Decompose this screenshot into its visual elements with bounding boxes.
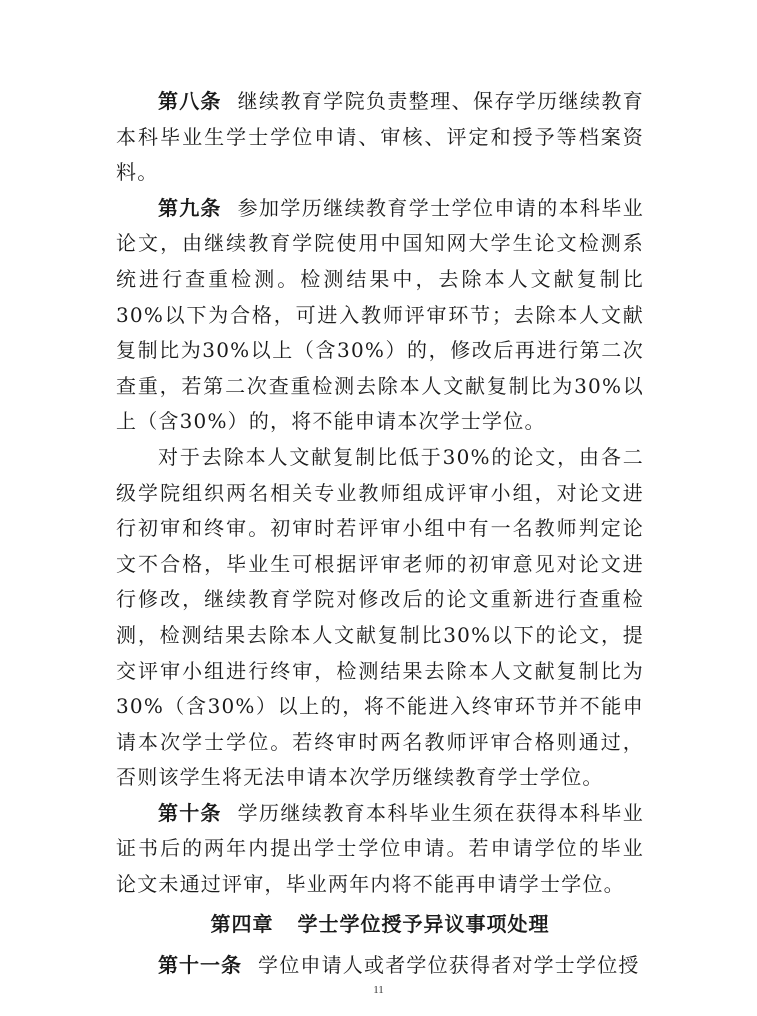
article-8-paragraph (116, 84, 644, 191)
article-9-continuation-paragraph (116, 440, 644, 796)
article-10-number: 第十条 (158, 800, 222, 825)
article-8-text: 继续教育学院负责整理、保存学历继续教育本科毕业生学士学位申请、审核、评定和授予等档案资料。 (116, 89, 644, 185)
article-10-paragraph (116, 796, 644, 903)
article-8-number: 第八条 (158, 89, 222, 113)
chapter-heading (116, 907, 644, 943)
chapter-number: 第四章 (210, 911, 274, 936)
article-9-continuation-text: 对于去除本人文献复制比低于30%的论文，由各二级学院组织两名相关专业教师组成评审小组，对论文进行初审和终审。初审时若评审小组中有一名教师判定论文不合格，毕业生可根据评审老师的初审意见对论文进行修改，继续教育学院对修改后的论文重新进行查重检测，检测结果去除本人文献复制比30%以下的论文，提交评审小组进行终审，检测结果去除本人文献复制比为30%（含30%）以上的，将不能进入终审环节并不能申请本次学士学位。若终审时两名教师评审合格则通过，否则该学生将无法申请本次学历继续教育学士学位。 (116, 444, 644, 790)
article-11-text: 学位申请人或者学位获得者对学士学位授 (258, 953, 640, 978)
document-body (116, 84, 644, 984)
chapter-title: 学士学位授予异议事项处理 (297, 911, 550, 936)
article-11-number: 第十一条 (158, 953, 242, 978)
article-9-number: 第九条 (158, 195, 222, 220)
page-number: 11 (373, 984, 384, 996)
article-11-paragraph (116, 948, 644, 984)
article-9-paragraph (116, 191, 644, 440)
article-10-text: 学历继续教育本科毕业生须在获得本科毕业证书后的两年内提出学士学位申请。若申请学位的毕业论文未通过评审，毕业两年内将不能再申请学士学位。 (116, 800, 644, 897)
article-9-text: 参加学历继续教育学士学位申请的本科毕业论文，由继续教育学院使用中国知网大学生论文检测系统进行查重检测。检测结果中，去除本人文献复制比30%以下为合格，可进入教师评审环节；去除本人文献复制比为30%以上（含30%）的，修改后再进行第二次查重，若第二次查重检测去除本人文献复制比为30%以上（含30%）的，将不能申请本次学士学位。 (116, 195, 644, 434)
